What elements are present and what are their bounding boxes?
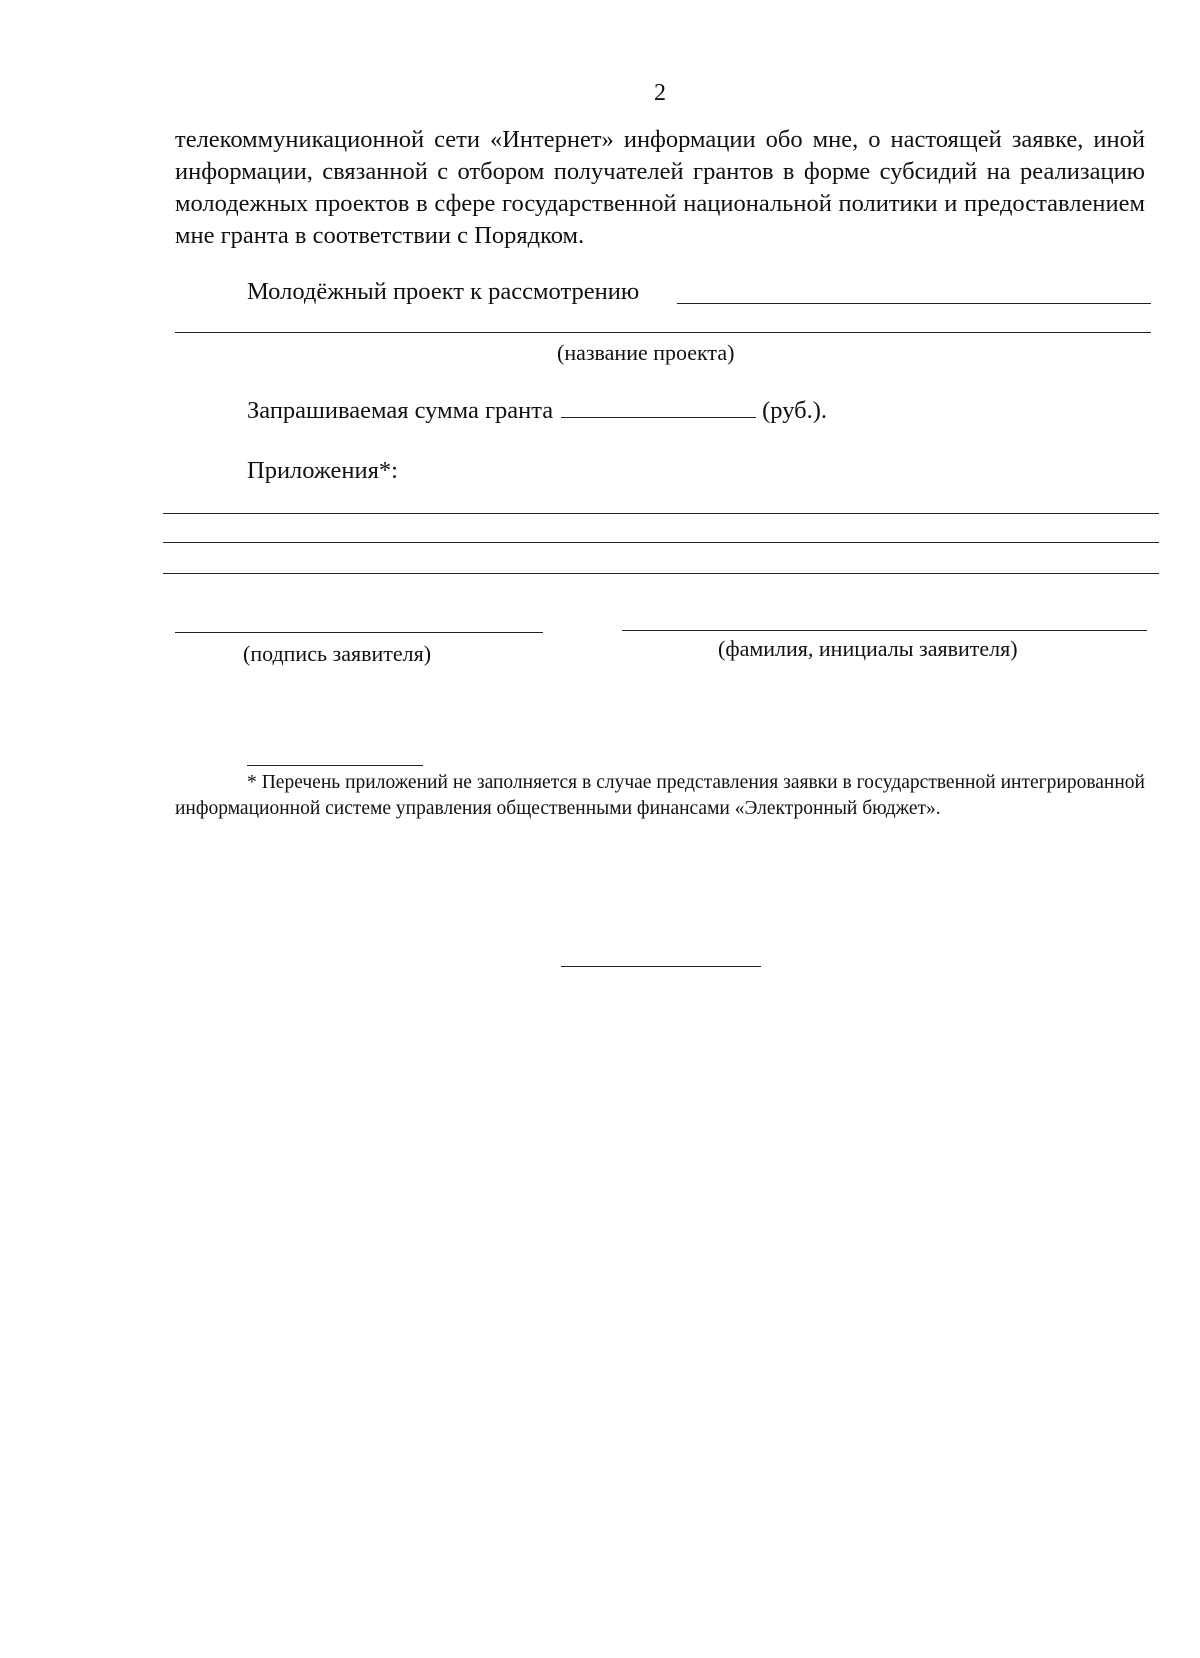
attachments-label: Приложения*: [247, 457, 398, 484]
applicant-name-caption: (фамилия, инициалы заявителя) [718, 636, 1018, 661]
footnote-text: * Перечень приложений не заполняется в случае представления заявки в государственной интегрированной информационной системе управления общественными финансами «Электронный бюджет». [175, 772, 1145, 819]
grant-row [247, 397, 827, 425]
page-number: 2 [654, 80, 666, 106]
footnote-separator [247, 765, 423, 766]
body-paragraph: телекоммуникационной сети «Интернет» информации обо мне, о настоящей заявке, иной информации, связанной с отбором получателей грантов в форме субсидий на реализацию молодежных проектов в сфере государственной национальной политики и предоставлением мне гранта в соответствии с Порядком. [175, 126, 1145, 249]
signature-caption: (подпись заявителя) [243, 641, 432, 666]
attachments-field-line-2[interactable] [163, 542, 1159, 543]
grant-amount-label: Запрашиваемая сумма гранта [247, 397, 554, 424]
project-name-field-line-2[interactable] [175, 332, 1151, 333]
attachments-field-line-3[interactable] [163, 573, 1159, 574]
project-label: Молодёжный проект к рассмотрению [247, 278, 640, 305]
grant-amount-field[interactable] [561, 397, 756, 418]
signature-field[interactable] [175, 632, 543, 633]
attachments-field-line-1[interactable] [163, 513, 1159, 514]
project-name-field[interactable] [677, 303, 1151, 304]
document-end-rule [561, 966, 761, 967]
grant-currency-unit: (руб.). [762, 397, 828, 424]
applicant-name-field[interactable] [622, 630, 1147, 631]
project-name-caption: (название проекта) [557, 340, 735, 365]
